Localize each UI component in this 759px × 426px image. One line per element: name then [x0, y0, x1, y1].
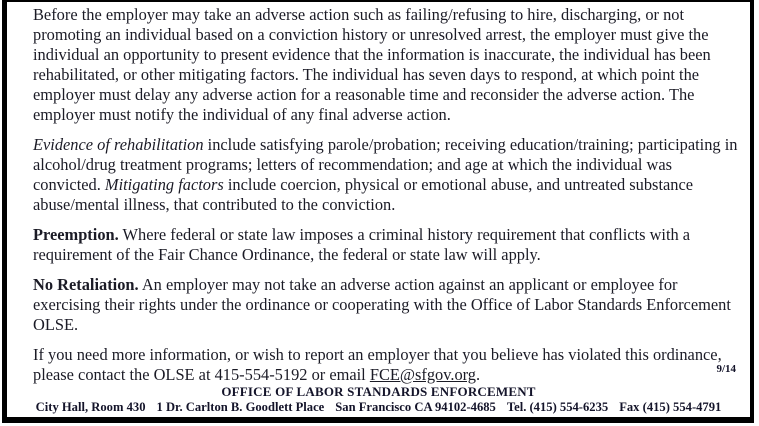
email-link[interactable]: FCE@sfgov.org — [369, 365, 476, 384]
evidence-of-rehabilitation-italic: Evidence of rehabilitation — [33, 135, 204, 154]
footer-address-segment: 1 Dr. Carlton B. Goodlett Place — [156, 400, 325, 414]
contact-phone: 415-554-5192 — [214, 365, 308, 384]
footer-address-segment: Fax (415) 554-4791 — [619, 400, 722, 414]
no-retaliation-text: An employer may not take an adverse action against an applicant or employee for exercising their rights under the ordinance or cooperating with the Office of Labor Standards Enforcement OLSE. — [33, 275, 731, 334]
document-body — [7, 2, 750, 395]
document-page — [2, 0, 754, 423]
rehabilitation-text-a: include satisfying parole/probation; receiving education/training; participating in alcohol/drug treatment programs; letters of recommendation; and age at which the individual was convicted. — [33, 135, 738, 194]
paragraph-contact — [33, 345, 738, 385]
paragraph-adverse-action — [33, 5, 738, 125]
mitigating-factors-italic: Mitigating factors — [104, 175, 224, 194]
preemption-heading: Preemption. — [33, 225, 119, 244]
footer — [7, 384, 750, 415]
preemption-text: Where federal or state law imposes a criminal history requirement that conflicts with a requirement of the Fair Chance Ordinance, the federal or state law will apply. — [33, 225, 691, 264]
paragraph-no-retaliation — [33, 275, 738, 335]
footer-office-title: OFFICE OF LABOR STANDARDS ENFORCEMENT — [221, 384, 536, 399]
footer-address-segment: City Hall, Room 430 — [35, 400, 146, 414]
paragraph-rehabilitation — [33, 135, 738, 215]
page-number: 9/14 — [716, 363, 736, 375]
no-retaliation-heading: No Retaliation. — [33, 275, 139, 294]
footer-address-segment: San Francisco CA 94102-4685 — [335, 400, 496, 414]
footer-address-line — [7, 400, 750, 415]
rehabilitation-text-b: include coercion, physical or emotional abuse, and untreated substance abuse/mental illness, that contributed to the conviction. — [33, 175, 694, 214]
adverse-action-text: Before the employer may take an adverse action such as failing/refusing to hire, discharging, or not promoting an individual based on a conviction history or unresolved arrest, the employer must give the individual an opportunity to present evidence that the information is inaccurate, the individual has been rehabilitated, or other mitigating factors. The individual has seven days to respond, at which point the employer must delay any adverse action for a reasonable time and reconsider the adverse action. The employer must notify the individual of any final adverse action. — [33, 5, 711, 124]
contact-text-b: or email — [307, 365, 370, 384]
footer-address-segment: Tel. (415) 554-6235 — [506, 400, 609, 414]
contact-text-a: If you need more information, or wish to report an employer that you believe has violated this ordinance, please contact the OLSE at — [33, 345, 722, 384]
paragraph-preemption — [33, 225, 738, 265]
contact-text-c: . — [476, 365, 481, 384]
